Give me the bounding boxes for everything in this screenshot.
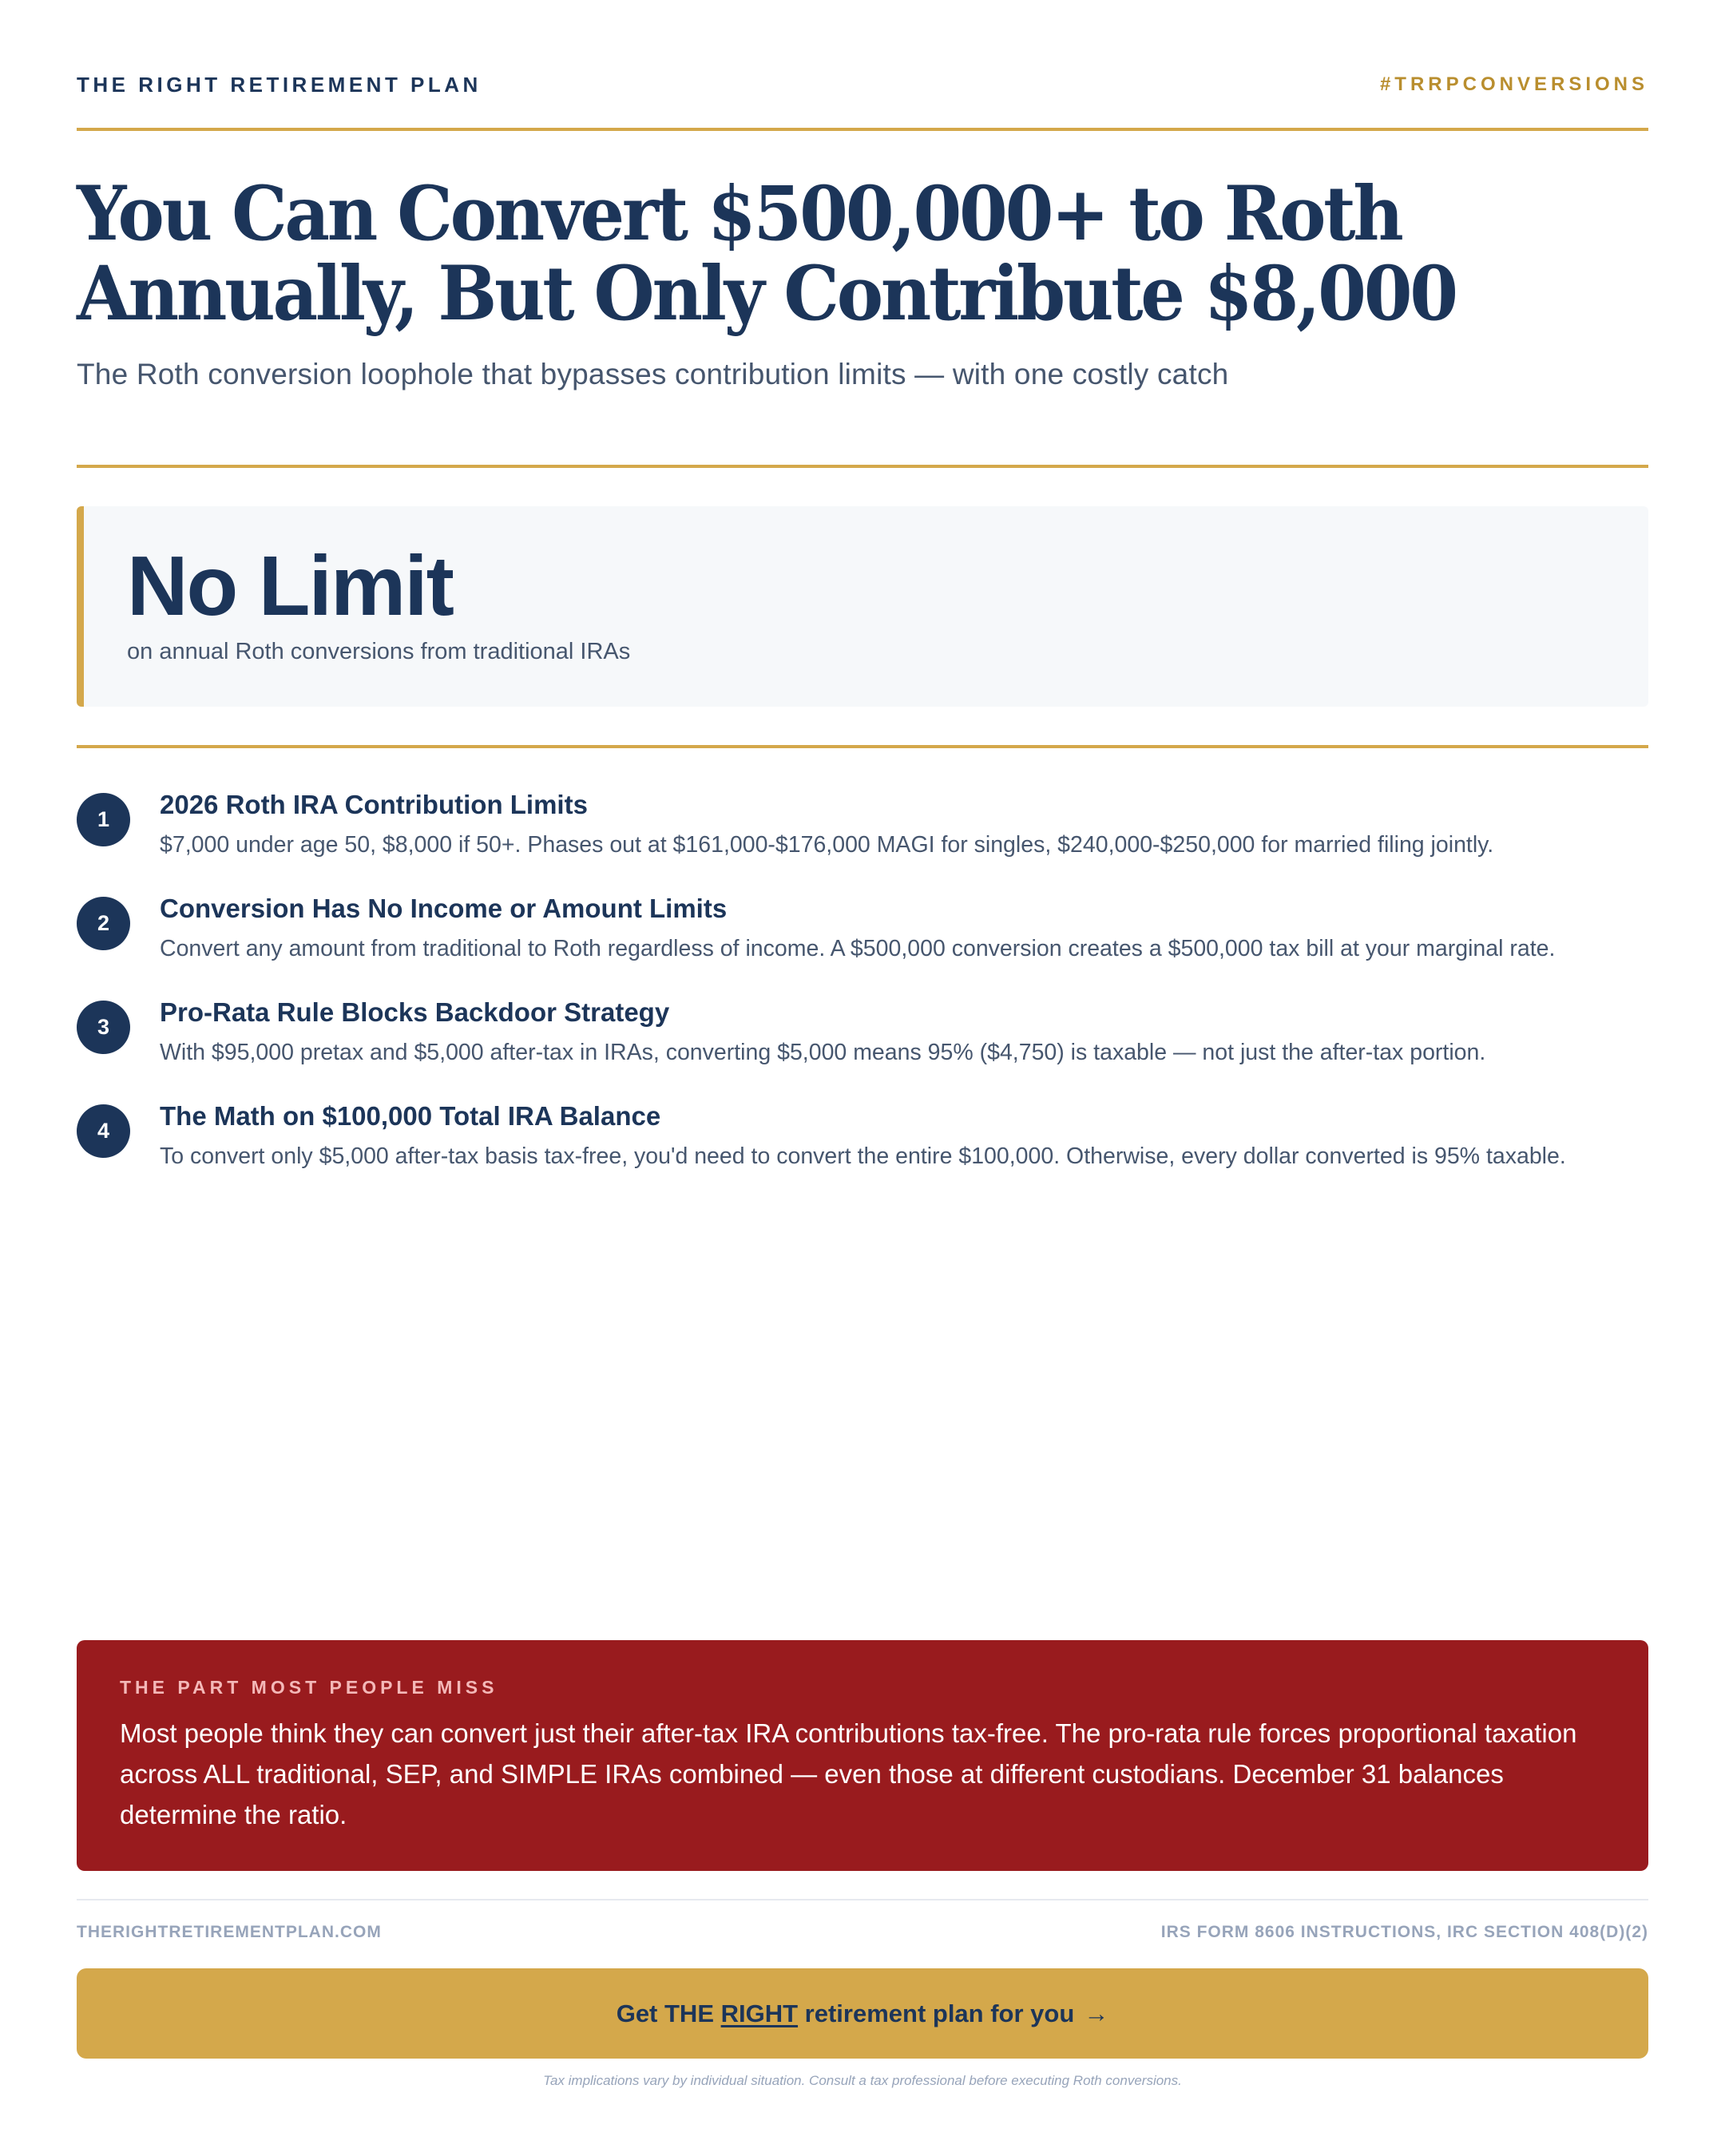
- footer-divider: [77, 1899, 1648, 1900]
- list-item: [77, 787, 1648, 863]
- number-badge: 2: [77, 897, 130, 950]
- cta-suffix: retirement plan for you: [798, 1999, 1075, 2027]
- hashtag: #TRRPCONVERSIONS: [1379, 73, 1648, 95]
- infographic-page: [77, 0, 1648, 2156]
- item-title: Conversion Has No Income or Amount Limits: [160, 894, 728, 923]
- number-badge: 4: [77, 1104, 130, 1158]
- list-item: [77, 994, 1648, 1071]
- warning-label: THE PART MOST PEOPLE MISS: [120, 1677, 498, 1698]
- list-item: [77, 890, 1648, 967]
- warning-text: Most people think they can convert just their after-tax IRA contributions tax-free. The pro-rata rule forces proportional taxation across ALL traditional, SEP, and SIMPLE IRAs combined — even those at different custodians. December 31 balances determine the ratio.: [120, 1718, 1577, 1829]
- item-body: With $95,000 pretax and $5,000 after-tax in IRAs, converting $5,000 means 95% ($4,750) is taxable — not just the after-tax portion.: [160, 1040, 1486, 1065]
- item-title: The Math on $100,000 Total IRA Balance: [160, 1101, 661, 1131]
- item-title: Pro-Rata Rule Blocks Backdoor Strategy: [160, 997, 670, 1027]
- cta-emphasis: RIGHT: [720, 1999, 799, 2027]
- footer-row: [77, 1923, 1648, 1942]
- number-badge: 3: [77, 1001, 130, 1054]
- top-bar: [77, 70, 1648, 99]
- item-body: To convert only $5,000 after-tax basis tax-free, you'd need to convert the entire $100,000. Otherwise, every dollar converted is 95% taxable.: [160, 1143, 1566, 1169]
- number-badge: 1: [77, 793, 130, 846]
- arrow-right-icon: →: [1084, 1999, 1109, 2027]
- cta-button[interactable]: [77, 1968, 1648, 2059]
- stat-value: No Limit: [127, 539, 453, 633]
- cta-prefix: Get THE: [616, 1999, 721, 2027]
- subtitle: The Roth conversion loophole that bypasses contribution limits — with one costly catch: [77, 358, 1229, 390]
- disclaimer: Tax implications vary by individual situation. Consult a tax professional before executing Roth conversions.: [543, 2073, 1182, 2088]
- section-divider: [77, 745, 1648, 748]
- item-body: $7,000 under age 50, $8,000 if 50+. Phases out at $161,000-$176,000 MAGI for singles, $240,000-$250,000 for married filing jointly.: [160, 832, 1494, 858]
- stat-callout: [77, 506, 1648, 707]
- stat-caption: on annual Roth conversions from traditional IRAs: [127, 639, 631, 664]
- brand-name: THE RIGHT RETIREMENT PLAN: [77, 72, 482, 97]
- item-body: Convert any amount from traditional to Roth regardless of income. A $500,000 conversion creates a $500,000 tax bill at your marginal rate.: [160, 936, 1556, 961]
- headline: You Can Convert $500,000+ to Roth Annually, But Only Contribute $8,000: [77, 170, 1456, 338]
- key-points-list: [77, 787, 1648, 1202]
- website-link[interactable]: THERIGHTRETIREMENTPLAN.COM: [77, 1923, 382, 1941]
- item-title: 2026 Roth IRA Contribution Limits: [160, 790, 588, 819]
- list-item: [77, 1098, 1648, 1175]
- header-divider: [77, 128, 1648, 131]
- section-divider: [77, 465, 1648, 468]
- warning-callout: [77, 1640, 1648, 1871]
- source-citation: IRS FORM 8606 INSTRUCTIONS, IRC SECTION 408(D)(2): [1160, 1923, 1648, 1941]
